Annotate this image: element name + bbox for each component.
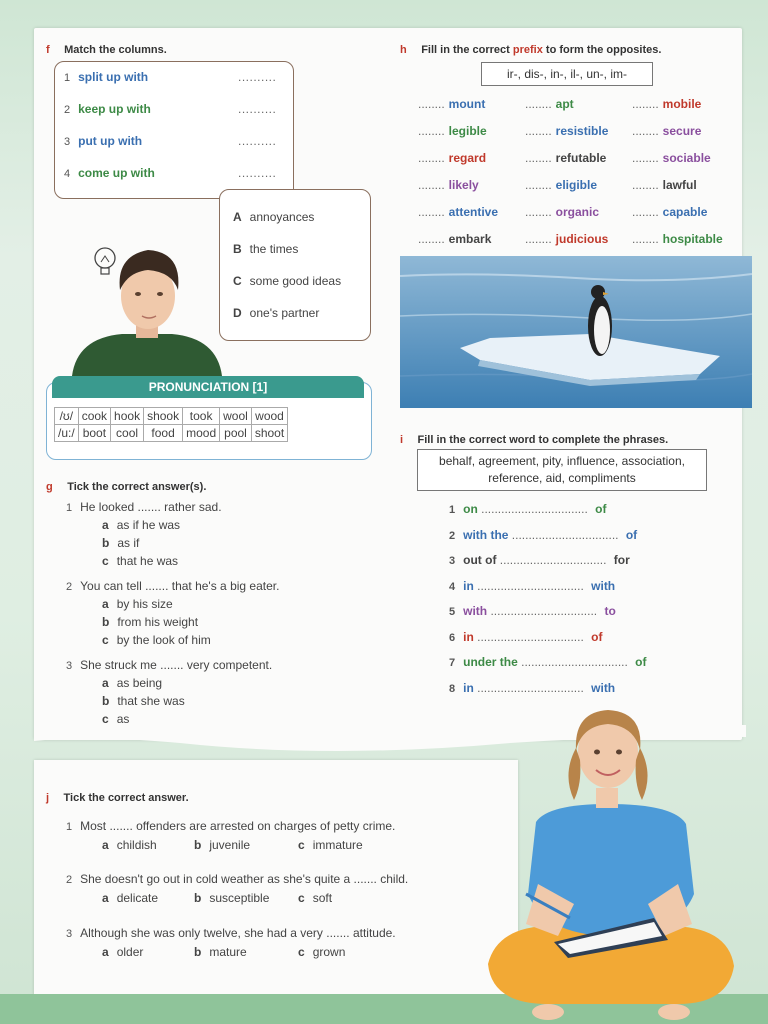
option-text: from his weight	[117, 615, 199, 629]
item-number: 4	[64, 168, 71, 180]
phrase-blank: ................................	[521, 655, 628, 669]
phrase-blank: ................................	[477, 680, 584, 695]
word-cell: shook	[144, 408, 183, 425]
word-cell: wood	[251, 408, 287, 425]
prefix-blank: ........	[632, 232, 659, 246]
phrase-item[interactable]	[449, 528, 637, 542]
section-title: Tick the correct answer.	[63, 792, 189, 804]
section-letter: h	[400, 44, 407, 56]
question-number: 1	[66, 821, 73, 833]
section-h-header	[400, 40, 661, 58]
word-bank-line2: reference, aid, compliments	[488, 471, 636, 485]
option-text: delicate	[116, 891, 159, 905]
stem-word: attentive	[448, 205, 499, 219]
prefix-word[interactable]	[632, 97, 701, 111]
answer-option[interactable]	[102, 536, 139, 550]
answer-option[interactable]	[298, 945, 345, 959]
option-text: as if	[117, 536, 140, 550]
option-letter: c	[298, 891, 305, 905]
prefix-blank: ........	[418, 178, 445, 192]
answer-option[interactable]	[102, 712, 129, 726]
option-text: soft	[312, 891, 333, 905]
stem-word: legible	[448, 124, 487, 138]
phrase-start: with the	[463, 527, 512, 542]
answer-option[interactable]	[102, 518, 180, 532]
pronunciation-row	[55, 425, 288, 442]
pronunciation-row	[55, 408, 288, 425]
option-text: as being	[116, 676, 163, 690]
phoneme-cell: /u:/	[55, 425, 79, 442]
stem-word: judicious	[555, 232, 609, 246]
question-number: 3	[66, 660, 73, 672]
stem-word: capable	[662, 205, 708, 219]
option-text: by the look of him	[116, 633, 211, 647]
prefix-blank: ........	[632, 124, 659, 138]
prefix-word[interactable]	[525, 97, 574, 111]
option-letter: a	[102, 891, 109, 905]
question	[66, 658, 272, 672]
phoneme-cell: /ʊ/	[55, 408, 79, 425]
question-text: She struck me ....... very competent.	[80, 658, 273, 672]
word-cell: cool	[111, 425, 144, 442]
phrase-start: in	[463, 680, 478, 695]
answer-option[interactable]	[298, 891, 332, 905]
option-text: that he was	[116, 554, 179, 568]
item-number: 3	[64, 136, 71, 148]
phrase-item[interactable]	[449, 630, 602, 644]
phrase-start: out of	[463, 553, 500, 567]
match-item	[64, 166, 280, 180]
answer-letter: D	[233, 306, 242, 320]
question	[66, 500, 222, 514]
boy-thinking-illustration	[72, 238, 222, 376]
section-letter: f	[46, 44, 50, 56]
option-text: grown	[312, 945, 346, 959]
option-letter: a	[102, 945, 109, 959]
prefix-word[interactable]	[525, 178, 597, 192]
stem-word: eligible	[555, 178, 598, 192]
prefix-blank: ........	[525, 205, 552, 219]
answer-blank[interactable]: ..........	[238, 134, 277, 148]
item-number: 7	[449, 657, 456, 669]
prefix-blank: ........	[418, 97, 445, 111]
prefix-blank: ........	[418, 232, 445, 246]
option-letter: c	[298, 945, 305, 959]
answer-option[interactable]	[102, 694, 185, 708]
option-text: that she was	[117, 694, 185, 708]
question-number: 2	[66, 874, 73, 886]
stem-word: hospitable	[662, 232, 723, 246]
answer-option[interactable]	[102, 597, 173, 611]
answer-text: some good ideas	[249, 274, 342, 288]
prefix-blank: ........	[418, 205, 445, 219]
match-item	[64, 70, 280, 84]
section-title-key: prefix	[512, 44, 543, 56]
item-number: 2	[449, 529, 456, 542]
prefix-blank: ........	[632, 205, 659, 219]
answer-blank[interactable]: ..........	[238, 166, 277, 180]
section-f-header	[46, 40, 167, 58]
option-letter: b	[102, 694, 110, 708]
answer-letter: A	[233, 210, 242, 224]
question-number: 3	[66, 928, 73, 940]
option-letter: b	[102, 615, 110, 629]
answer-option[interactable]	[298, 838, 363, 852]
match-answer	[233, 274, 341, 288]
stem-word: embark	[448, 232, 492, 246]
prefix-blank: ........	[525, 178, 552, 192]
prefix-word[interactable]	[632, 178, 697, 192]
item-phrase: put up with	[78, 134, 143, 148]
answer-option[interactable]	[102, 633, 211, 647]
option-text: older	[116, 945, 144, 959]
prefix-word[interactable]	[632, 232, 723, 246]
item-number: 3	[449, 555, 456, 567]
word-bank-line1: behalf, agreement, pity, influence, association,	[439, 454, 685, 468]
word-cell: took	[183, 408, 220, 425]
prefix-blank: ........	[525, 232, 552, 246]
answer-text: the times	[249, 242, 299, 256]
item-phrase: split up with	[78, 70, 149, 84]
word-cell: wool	[220, 408, 252, 425]
prefix-list-box: ir-, dis-, in-, il-, un-, im-	[481, 62, 653, 86]
stem-word: organic	[555, 205, 600, 219]
section-letter: j	[46, 792, 50, 804]
answer-letter: C	[233, 274, 242, 288]
option-letter: a	[102, 838, 109, 852]
word-cell: mood	[183, 425, 220, 442]
stem-word: mobile	[662, 97, 702, 111]
item-number: 1	[449, 504, 456, 516]
match-item	[64, 102, 280, 116]
answer-blank[interactable]: ..........	[238, 102, 277, 116]
phrase-item[interactable]	[449, 579, 615, 593]
pronunciation-title: PRONUNCIATION [1]	[52, 376, 364, 398]
girl-reading-illustration	[478, 704, 740, 1024]
answer-option[interactable]	[102, 554, 178, 568]
option-letter: a	[102, 518, 109, 532]
stem-word: mount	[448, 97, 486, 111]
word-cell: shoot	[251, 425, 287, 442]
word-bank-box	[417, 449, 707, 491]
prefix-blank: ........	[632, 151, 659, 165]
option-letter: b	[194, 945, 202, 959]
phrase-blank: ................................	[477, 629, 584, 644]
question-text: She doesn't go out in cold weather as she's quite a ....... child.	[80, 872, 409, 886]
answer-option[interactable]	[194, 945, 247, 959]
phrase-blank: ................................	[499, 553, 607, 567]
question-text: Most ....... offenders are arrested on charges of petty crime.	[80, 819, 396, 833]
phrase-start: in	[463, 578, 478, 593]
prefix-word[interactable]	[418, 205, 498, 219]
question-text: He looked ....... rather sad.	[80, 500, 222, 514]
phrase-blank: ................................	[477, 578, 584, 593]
stem-word: apt	[555, 97, 574, 111]
phrase-end: of	[631, 655, 647, 669]
prefix-blank: ........	[418, 124, 445, 138]
phrase-start: with	[463, 604, 491, 618]
word-cell: pool	[220, 425, 252, 442]
stem-word: refutable	[555, 151, 607, 165]
item-phrase: keep up with	[78, 102, 151, 116]
prefix-word[interactable]	[418, 178, 479, 192]
prefix-blank: ........	[418, 151, 445, 165]
option-letter: b	[102, 536, 110, 550]
section-title: Tick the correct answer(s).	[67, 481, 207, 493]
penguin-on-ice-photo	[400, 256, 752, 408]
section-j-header	[46, 788, 189, 806]
item-number: 8	[449, 682, 456, 695]
phrase-start: in	[463, 629, 478, 644]
question	[66, 872, 408, 886]
option-text: mature	[209, 945, 247, 959]
prefix-blank: ........	[525, 97, 552, 111]
word-cell: food	[144, 425, 183, 442]
word-cell: hook	[111, 408, 144, 425]
prefix-blank: ........	[632, 178, 659, 192]
pronunciation-table	[54, 407, 288, 442]
phrase-end: of	[622, 527, 638, 542]
phrase-item[interactable]	[449, 655, 647, 669]
option-letter: a	[102, 676, 109, 690]
option-letter: c	[102, 633, 109, 647]
phrase-item[interactable]	[449, 502, 606, 516]
question-text: You can tell ....... that he's a big eater.	[80, 579, 280, 593]
word-cell: boot	[78, 425, 110, 442]
phrase-start: under the	[463, 655, 522, 669]
item-number: 6	[449, 631, 456, 644]
match-item	[64, 134, 280, 148]
answer-text: one's partner	[249, 306, 320, 320]
match-answer	[233, 242, 298, 256]
prefix-word[interactable]	[525, 151, 606, 165]
question	[66, 579, 279, 593]
answer-letter: B	[233, 242, 242, 256]
stem-word: likely	[448, 178, 479, 192]
answer-option[interactable]	[102, 838, 157, 852]
phrase-end: with	[587, 680, 616, 695]
answer-option[interactable]	[194, 891, 269, 905]
stem-word: sociable	[662, 151, 711, 165]
stem-word: lawful	[662, 178, 697, 192]
answer-option[interactable]	[102, 891, 158, 905]
section-letter: g	[46, 481, 53, 493]
option-text: juvenile	[209, 838, 251, 852]
section-title-post: to form the opposites.	[542, 44, 662, 56]
item-phrase: come up with	[78, 166, 155, 180]
question-number: 1	[66, 502, 73, 514]
prefix-word[interactable]	[418, 151, 486, 165]
option-text: childish	[116, 838, 157, 852]
phrase-start: on	[463, 502, 482, 516]
prefix-blank: ........	[525, 124, 552, 138]
answer-option[interactable]	[102, 615, 198, 629]
phrase-end: to	[601, 604, 616, 618]
answer-blank[interactable]: ..........	[238, 70, 277, 84]
option-text: immature	[312, 838, 363, 852]
option-text: as	[116, 712, 130, 726]
section-i-header	[400, 430, 668, 448]
prefix-word[interactable]	[418, 232, 491, 246]
phrase-blank: ................................	[490, 604, 598, 618]
prefix-word[interactable]	[632, 151, 711, 165]
answer-text: annoyances	[249, 210, 315, 224]
item-number: 4	[449, 580, 456, 593]
match-answer	[233, 210, 314, 224]
option-letter: a	[102, 597, 109, 611]
phrase-end: of	[587, 629, 603, 644]
phrase-end: with	[587, 578, 616, 593]
prefix-word[interactable]	[525, 232, 608, 246]
phrase-end: of	[591, 502, 607, 516]
section-title: Fill in the correct word to complete the phrases.	[417, 434, 669, 446]
item-number: 1	[64, 72, 71, 84]
item-number: 2	[64, 104, 71, 116]
section-title: Match the columns.	[64, 44, 167, 56]
prefix-word[interactable]	[632, 205, 707, 219]
option-letter: b	[194, 891, 202, 905]
question-text: Although she was only twelve, she had a very ....... attitude.	[80, 926, 396, 940]
stem-word: regard	[448, 151, 487, 165]
prefix-word[interactable]	[418, 124, 487, 138]
question	[66, 819, 395, 833]
option-text: as if he was	[116, 518, 181, 532]
option-letter: c	[102, 712, 109, 726]
section-letter: i	[400, 434, 404, 446]
prefix-word[interactable]	[632, 124, 701, 138]
phrase-blank: ................................	[511, 527, 619, 542]
stem-word: secure	[662, 124, 702, 138]
answer-option[interactable]	[194, 838, 250, 852]
option-letter: b	[194, 838, 202, 852]
phrase-blank: ................................	[481, 502, 588, 516]
stem-word: resistible	[555, 124, 609, 138]
phrase-item[interactable]	[449, 604, 616, 618]
prefix-word[interactable]	[525, 124, 608, 138]
phrase-end: for	[610, 553, 630, 567]
option-text: susceptible	[209, 891, 270, 905]
question	[66, 926, 396, 940]
question-number: 2	[66, 581, 73, 593]
phrase-item[interactable]	[449, 681, 615, 695]
option-text: by his size	[116, 597, 173, 611]
word-cell: cook	[78, 408, 110, 425]
prefix-word[interactable]	[525, 205, 599, 219]
phrase-item[interactable]	[449, 553, 630, 567]
prefix-blank: ........	[525, 151, 552, 165]
lightbulb-icon	[95, 248, 115, 274]
prefix-blank: ........	[632, 97, 659, 111]
item-number: 5	[449, 606, 456, 618]
prefix-word[interactable]	[418, 97, 485, 111]
match-answer	[233, 306, 319, 320]
section-title-pre: Fill in the correct	[421, 44, 513, 56]
answer-option[interactable]	[102, 945, 143, 959]
option-letter: c	[298, 838, 305, 852]
section-g-header	[46, 477, 206, 495]
option-letter: c	[102, 554, 109, 568]
answer-option[interactable]	[102, 676, 162, 690]
